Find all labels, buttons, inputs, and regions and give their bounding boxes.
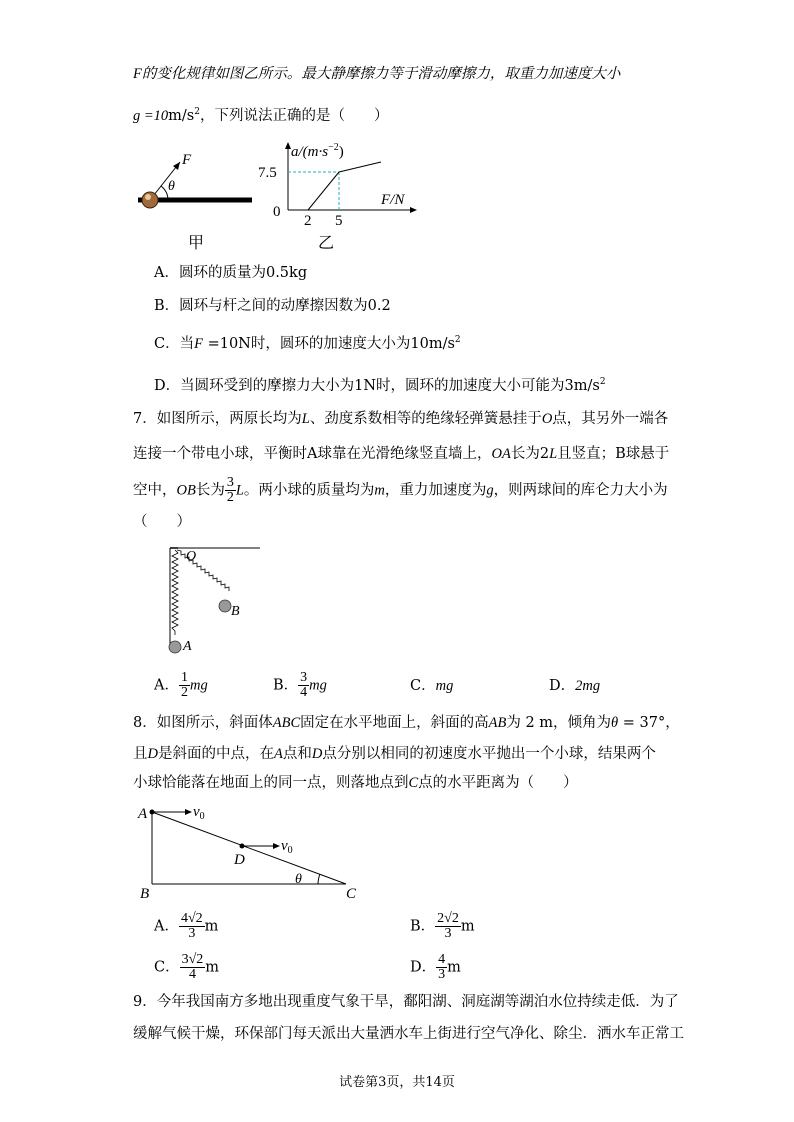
label-v0-a: [193, 804, 205, 822]
q6-option-d: [154, 372, 606, 396]
q7-oa-den: 2: [180, 685, 188, 700]
x-axis-arrow: [410, 207, 417, 213]
ring-highlight: [145, 194, 151, 200]
jia-label: 甲: [188, 235, 205, 252]
q6-line2: [133, 102, 388, 126]
q8-oc-pre: C．: [154, 959, 180, 976]
q7-oc-post: mg: [435, 678, 454, 694]
spring-b: [177, 550, 229, 591]
x-axis-label: F/N: [381, 192, 405, 208]
q8-oc-den: 4: [188, 967, 196, 982]
v0-d-sub: 0: [287, 845, 293, 856]
q6-g: g =10: [133, 107, 169, 124]
q7-l3-L: L: [235, 482, 244, 499]
q7-l3-m: m: [374, 482, 385, 499]
q8-od-frac: [436, 953, 447, 982]
label-c: C: [346, 886, 357, 902]
v0-a-sub: 0: [199, 811, 205, 822]
graph-seg2: [339, 162, 381, 172]
y-axis-label-text: a/(m·s: [291, 144, 329, 160]
q6-option-d-pre: D．当圆环受到的摩擦力大小为1N时，圆环的加速度大小可能为3: [154, 377, 574, 394]
q6-option-c-exp: 2: [454, 335, 461, 345]
q8-oa-unit: m: [204, 918, 219, 935]
q7-line4: （ ）: [133, 514, 191, 530]
q8-option-b: [410, 912, 475, 941]
q7-l2-L: L: [549, 446, 558, 462]
q7-l1-O: O: [541, 411, 553, 427]
q7-l3-frac: [225, 476, 236, 505]
q7-l2a: 连接一个带电小球，平衡时A球靠在光滑绝缘竖直墙上，: [133, 446, 492, 462]
label-a: A: [138, 806, 148, 822]
label-o: O: [186, 549, 197, 564]
q8-option-c: [154, 953, 219, 982]
q7-l1b: 、劲度系数相等的绝缘轻弹簧悬挂于: [309, 411, 542, 427]
q7-oc-pre: C．: [410, 678, 436, 694]
q8-oc-num: 3√2: [181, 952, 204, 967]
x-tick-1: 2: [304, 213, 312, 229]
q7-l3-OB: OB: [176, 482, 196, 499]
q8-line3: [133, 773, 578, 793]
y-axis-label-exp: −2: [328, 142, 339, 153]
label-b: B: [140, 886, 150, 902]
q8-od-num: 4: [438, 952, 446, 967]
q9-line1: 9．今年我国南方多地出现重度气象干旱，鄱阳湖、洞庭湖等湖泊水位持续走低．为了: [133, 994, 679, 1010]
q6-option-a: A．圆环的质量为0.5kg: [154, 265, 308, 281]
q7-option-d: [549, 676, 600, 696]
label-b: B: [231, 604, 240, 619]
y-axis-label-close: ): [338, 144, 344, 160]
q7-l1c: 点，其另外一端各: [552, 411, 669, 427]
y-axis-label: [291, 142, 344, 160]
q7-ob-num: 3: [300, 670, 308, 685]
q8-oa-den: 3: [188, 926, 196, 941]
q8-option-d: [410, 953, 461, 982]
q8-od-den: 3: [438, 967, 446, 982]
force-label: F: [182, 152, 192, 168]
q7-l1-L: L: [301, 411, 310, 427]
v0-d-v: v: [281, 838, 288, 854]
q8-l2a: 且: [133, 746, 148, 762]
q8-l2-D2: D: [311, 746, 323, 762]
graph-seg1: [308, 172, 339, 210]
q6-line2-rest: ，下列说法正确的是（ ）: [199, 107, 389, 124]
q8-ob-num: 2√2: [437, 911, 459, 926]
q8-ob-unit: m: [460, 918, 475, 935]
q8-oc-frac: [180, 953, 206, 982]
q8-l1-ABC: ABC: [272, 715, 301, 731]
q7-option-b: [273, 671, 327, 700]
q8-l3-C: C: [408, 775, 419, 791]
q7-l3d: ，重力加速度为: [384, 482, 487, 499]
q6-option-d-exp: 2: [599, 377, 606, 387]
x-tick-2: 5: [335, 213, 343, 229]
q6-option-c-unit: m/s: [428, 335, 455, 352]
q8-l1-AB: AB: [488, 715, 507, 731]
q8-figure: [130, 798, 370, 904]
q7-l2c: 且竖直；B球悬于: [557, 446, 670, 462]
theta-arc: [318, 874, 320, 884]
q7-figure: [160, 540, 270, 658]
q8-oa-num: 4√2: [180, 911, 203, 926]
q7-od-pre: D．: [549, 678, 576, 694]
q7-oa-frac: [179, 671, 190, 700]
q8-l1d: = 37°，: [618, 715, 680, 731]
q8-l2b: 是斜面的中点，在: [157, 746, 274, 762]
label-a: A: [183, 639, 192, 654]
q7-oa-num: 1: [180, 670, 188, 685]
q8-l2-D: D: [147, 746, 158, 762]
q7-od-post: 2mg: [575, 678, 601, 694]
v0-arrow-d-head: [273, 843, 280, 849]
q6-option-c-mid: =10N时，圆环的加速度大小为10: [202, 335, 429, 352]
side-ac: [152, 812, 346, 884]
q8-l2d: 点分别以相同的初速度水平抛出一个小球，结果两个: [322, 746, 656, 762]
q6-figure-yi: [255, 138, 425, 258]
q8-od-unit: m: [447, 959, 461, 976]
q7-oa-pre: A．: [154, 677, 179, 694]
q8-l2c: 点和: [282, 746, 312, 762]
label-v0-d: [281, 838, 293, 856]
q8-od-pre: D．: [410, 959, 437, 976]
q6-option-b: B．圆环与杆之间的动摩擦因数为0.2: [154, 298, 391, 314]
q7-ob-den: 4: [300, 685, 308, 700]
q6-option-d-unit: m/s: [573, 377, 600, 394]
q7-line3: [133, 476, 668, 505]
q6-line1-text: F的变化规律如图乙所示。最大静摩擦力等于滑动摩擦力，取重力加速度大小: [133, 66, 621, 82]
ball-b: [219, 600, 231, 612]
q7-l3-g: g: [486, 482, 494, 499]
origin-label: 0: [273, 204, 281, 220]
ring: [142, 192, 158, 208]
page-footer: 试卷第3页，共14页: [339, 1075, 455, 1090]
q7-l3-frac-den: 2: [226, 490, 234, 505]
q7-l3a: 空中，: [133, 482, 177, 499]
q8-line2: [133, 744, 656, 764]
q7-l3b: 长为: [195, 482, 225, 499]
q6-option-c-pre: C．当: [154, 335, 195, 352]
q6-g-unit: m/s: [168, 107, 195, 124]
label-d: D: [234, 852, 245, 868]
y-tick: 7.5: [258, 165, 277, 181]
v0-arrow-a-head: [185, 809, 192, 815]
q8-oa-frac: [179, 912, 205, 941]
q6-line1: [133, 64, 620, 84]
q8-ob-frac: [435, 912, 461, 941]
q6-figure-jia: [130, 140, 260, 260]
q7-l3-frac-num: 3: [226, 475, 234, 490]
q6-g-exp: 2: [194, 107, 200, 117]
q9-line2: 缓解气候干燥，环保部门每天派出大量洒水车上街进行空气净化、除尘．洒水车正常工: [133, 1026, 684, 1042]
q8-oc-unit: m: [205, 959, 220, 976]
q8-ob-pre: B．: [410, 918, 436, 935]
angle-label: θ: [168, 179, 175, 194]
q7-option-c: [410, 676, 453, 696]
q7-line1: [133, 409, 668, 429]
q7-l1a: 7．如图所示，两原长均为: [133, 411, 302, 427]
yi-label: 乙: [318, 235, 335, 252]
q7-oa-post: mg: [189, 677, 208, 694]
q8-l1c: 为 2 m，倾角为: [506, 715, 612, 731]
q7-line2: [133, 444, 669, 464]
q7-ob-pre: B．: [273, 677, 299, 694]
q7-ob-frac: [298, 671, 309, 700]
q7-l2b: 长为2: [510, 446, 550, 462]
q8-ob-den: 3: [444, 926, 452, 941]
q8-line1: [133, 713, 680, 733]
q6-option-c: [154, 330, 461, 354]
q8-option-a: [154, 912, 218, 941]
q7-l2-OA: OA: [491, 446, 511, 462]
q8-l1-theta: θ: [611, 715, 619, 731]
q8-l3a: 小球恰能落在地面上的同一点，则落地点到: [133, 775, 409, 791]
q6-option-c-F: F: [194, 335, 203, 352]
q7-l3e: ，则两球间的库仑力大小为: [493, 482, 668, 499]
q7-l3c: 。两小球的质量均为: [243, 482, 375, 499]
spring-a: [172, 550, 178, 635]
label-theta: θ: [295, 872, 302, 887]
q8-l1b: 固定在水平地面上，斜面的高: [300, 715, 489, 731]
q7-ob-post: mg: [309, 677, 327, 694]
q8-oa-pre: A．: [154, 918, 179, 935]
q8-l2-A: A: [273, 746, 283, 762]
ball-a: [169, 641, 181, 653]
q8-l1a: 8．如图所示，斜面体: [133, 715, 273, 731]
q8-l3b: 点的水平距离为（ ）: [418, 775, 578, 791]
q7-option-a: [154, 671, 208, 700]
v0-a-v: v: [193, 804, 200, 820]
